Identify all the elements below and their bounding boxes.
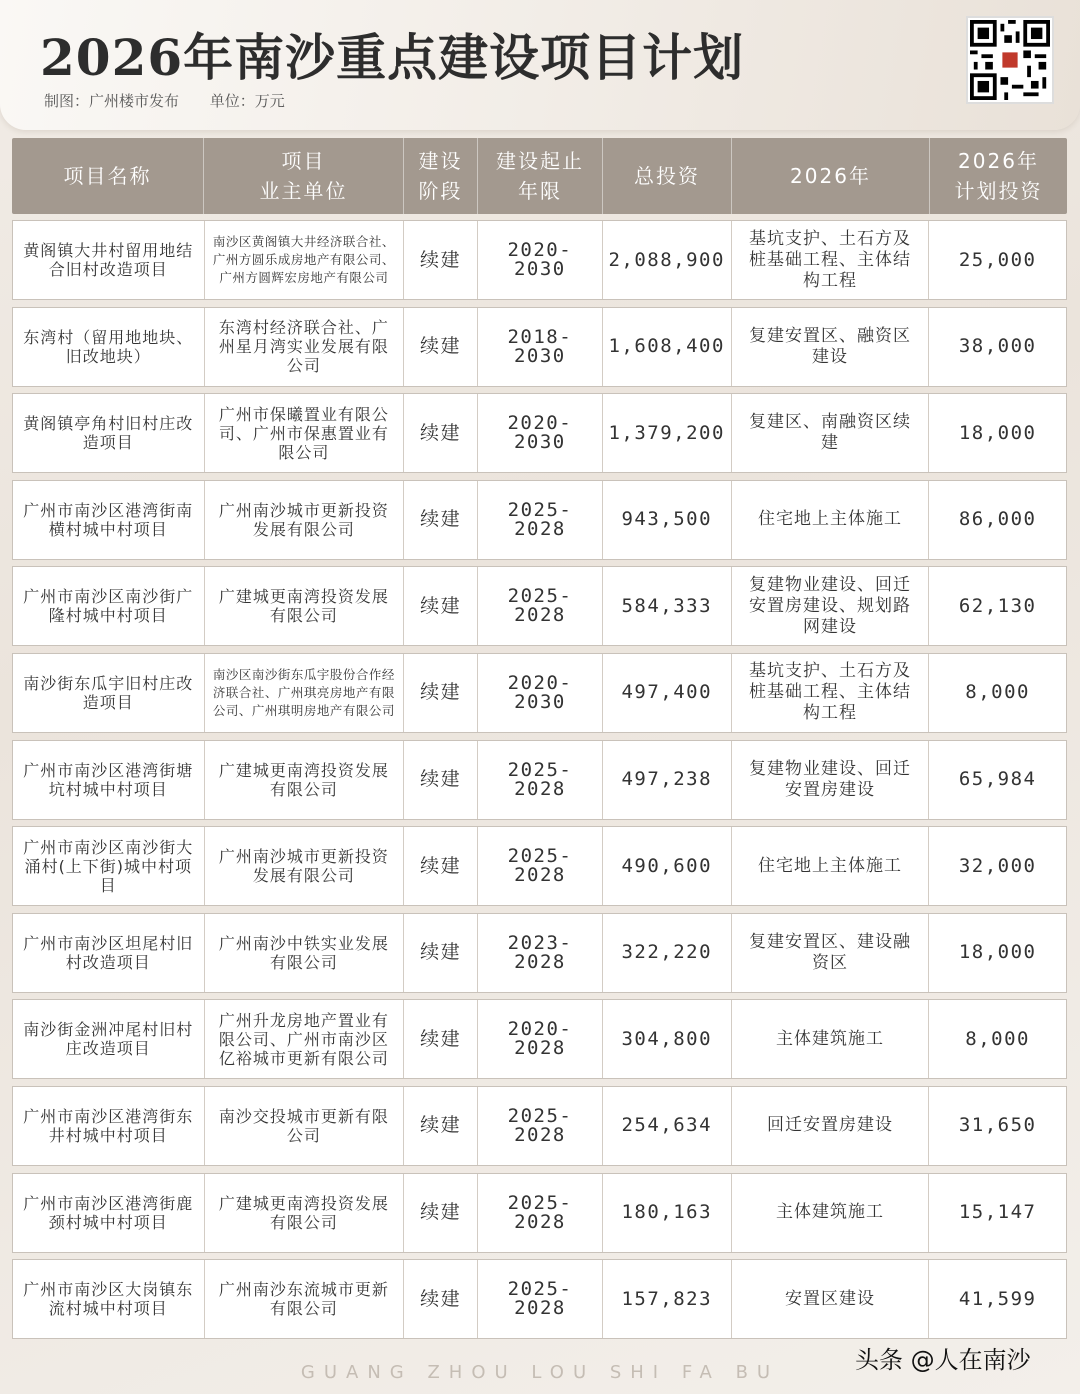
table-row	[12, 220, 1067, 300]
cell-2026-content: 住宅地上主体施工	[732, 481, 930, 559]
credit-text: 制图：广州楼市发布	[44, 92, 180, 110]
cell-total-investment: 1,379,200	[603, 394, 732, 472]
cell-2026-content: 安置区建设	[732, 1260, 930, 1338]
cell-stage: 续建	[404, 481, 478, 559]
cell-stage: 续建	[404, 394, 478, 472]
cell-total-investment: 497,238	[603, 741, 732, 819]
page-title: 2026年南沙重点建设项目计划	[40, 28, 745, 87]
cell-years: 2025-2028	[478, 827, 603, 905]
cell-owner: 广建城更南湾投资发展有限公司	[205, 741, 405, 819]
cell-owner: 南沙区南沙街东瓜宇股份合作经济联合社、广州琪亮房地产有限公司、广州琪明房地产有限公司	[205, 654, 405, 732]
cell-years: 2025-2028	[478, 1260, 603, 1338]
cell-stage: 续建	[404, 654, 478, 732]
cell-owner: 广州南沙中铁实业发展有限公司	[205, 914, 405, 992]
column-header-content: 2026年	[732, 138, 930, 214]
table-row	[12, 480, 1067, 560]
table-row	[12, 307, 1067, 387]
page-header	[0, 0, 1080, 130]
cell-total-investment: 157,823	[603, 1260, 732, 1338]
table-row	[12, 740, 1067, 820]
cell-total-investment: 180,163	[603, 1174, 732, 1252]
cell-years: 2018-2030	[478, 308, 603, 386]
cell-project-name: 广州市南沙区港湾街鹿颈村城中村项目	[13, 1174, 205, 1252]
cell-years: 2025-2028	[478, 481, 603, 559]
cell-2026-plan: 8,000	[965, 1027, 1030, 1050]
cell-project-name: 广州市南沙区南沙街大涌村(上下街)城中村项目	[13, 827, 205, 905]
qr-code-icon[interactable]	[966, 16, 1054, 104]
cell-owner: 广州南沙城市更新投资发展有限公司	[205, 481, 405, 559]
cell-owner: 南沙区黄阁镇大井经济联合社、广州方圆乐成房地产有限公司、广州方圆辉宏房地产有限公司	[205, 221, 405, 299]
table-row	[12, 1086, 1067, 1166]
cell-2026-plan: 18,000	[958, 941, 1037, 964]
cell-stage: 续建	[404, 741, 478, 819]
cell-owner: 南沙交投城市更新有限公司	[205, 1087, 405, 1165]
cell-total-investment: 1,608,400	[603, 308, 732, 386]
cell-2026-plan: 25,000	[958, 248, 1037, 271]
cell-2026-plan: 15,147	[958, 1201, 1037, 1224]
cell-project-name: 黄阁镇大井村留用地结合旧村改造项目	[13, 221, 205, 299]
cell-years: 2025-2028	[478, 741, 603, 819]
table-row	[12, 1259, 1067, 1339]
cell-project-name: 广州市南沙区南沙街广隆村城中村项目	[13, 567, 205, 645]
cell-years: 2020-2028	[478, 1000, 603, 1078]
column-header-name: 项目名称	[12, 138, 204, 214]
project-table	[12, 138, 1067, 1346]
cell-total-investment: 254,634	[603, 1087, 732, 1165]
cell-2026-content: 主体建筑施工	[732, 1000, 930, 1078]
column-header-plan: 2026年 计划投资	[954, 149, 1043, 203]
cell-stage: 续建	[404, 1087, 478, 1165]
cell-stage: 续建	[404, 827, 478, 905]
cell-total-investment: 943,500	[603, 481, 732, 559]
cell-project-name: 广州市南沙区港湾街塘坑村城中村项目	[13, 741, 205, 819]
cell-stage: 续建	[404, 567, 478, 645]
table-row	[12, 393, 1067, 473]
cell-total-investment: 2,088,900	[603, 221, 732, 299]
cell-stage: 续建	[404, 221, 478, 299]
cell-total-investment: 584,333	[603, 567, 732, 645]
cell-owner: 广建城更南湾投资发展有限公司	[205, 567, 405, 645]
cell-project-name: 东湾村（留用地地块、旧改地块）	[13, 308, 205, 386]
cell-stage: 续建	[404, 308, 478, 386]
cell-2026-content: 复建区、南融资区续建	[732, 394, 930, 472]
cell-2026-plan: 38,000	[958, 335, 1037, 358]
cell-project-name: 广州市南沙区大岗镇东流村城中村项目	[13, 1260, 205, 1338]
cell-years: 2020-2030	[478, 221, 603, 299]
cell-2026-plan: 31,650	[958, 1114, 1037, 1137]
column-header-years: 建设起止 年限	[478, 138, 603, 214]
cell-project-name: 广州市南沙区坦尾村旧村改造项目	[13, 914, 205, 992]
cell-years: 2020-2030	[478, 654, 603, 732]
cell-owner: 广州南沙东流城市更新有限公司	[205, 1260, 405, 1338]
table-row	[12, 826, 1067, 906]
cell-stage: 续建	[404, 1260, 478, 1338]
cell-2026-content: 基坑支护、土石方及桩基础工程、主体结构工程	[732, 221, 930, 299]
cell-2026-plan: 86,000	[958, 508, 1037, 531]
cell-owner: 东湾村经济联合社、广州星月湾实业发展有限公司	[205, 308, 405, 386]
cell-owner: 广建城更南湾投资发展有限公司	[205, 1174, 405, 1252]
table-row	[12, 566, 1067, 646]
cell-2026-plan: 65,984	[958, 768, 1037, 791]
cell-2026-content: 复建物业建设、回迁安置房建设	[732, 741, 930, 819]
table-header-row	[12, 138, 1067, 214]
cell-project-name: 黄阁镇亭角村旧村庄改造项目	[13, 394, 205, 472]
cell-years: 2023-2028	[478, 914, 603, 992]
table-row	[12, 913, 1067, 993]
cell-total-investment: 322,220	[603, 914, 732, 992]
cell-years: 2025-2028	[478, 567, 603, 645]
cell-stage: 续建	[404, 1174, 478, 1252]
cell-project-name: 广州市南沙区港湾街南横村城中村项目	[13, 481, 205, 559]
cell-2026-plan: 62,130	[958, 594, 1037, 617]
cell-years: 2025-2028	[478, 1087, 603, 1165]
table-row	[12, 1173, 1067, 1253]
cell-2026-plan: 8,000	[965, 681, 1030, 704]
cell-2026-content: 主体建筑施工	[732, 1174, 930, 1252]
cell-2026-plan: 41,599	[958, 1287, 1037, 1310]
cell-stage: 续建	[404, 1000, 478, 1078]
cell-project-name: 广州市南沙区港湾街东井村城中村项目	[13, 1087, 205, 1165]
cell-2026-content: 复建安置区、融资区建设	[732, 308, 930, 386]
cell-2026-content: 复建物业建设、回迁安置房建设、规划路网建设	[732, 567, 930, 645]
cell-years: 2025-2028	[478, 1174, 603, 1252]
cell-years: 2020-2030	[478, 394, 603, 472]
cell-total-investment: 304,800	[603, 1000, 732, 1078]
unit-text: 单位：万元	[209, 92, 285, 110]
cell-project-name: 南沙街东瓜宇旧村庄改造项目	[13, 654, 205, 732]
watermark-text: 头条 @人在南沙	[855, 1346, 1031, 1374]
cell-2026-content: 复建安置区、建设融资区	[732, 914, 930, 992]
cell-2026-content: 住宅地上主体施工	[732, 827, 930, 905]
cell-stage: 续建	[404, 914, 478, 992]
cell-owner: 广州南沙城市更新投资发展有限公司	[205, 827, 405, 905]
table-row	[12, 653, 1067, 733]
table-body	[12, 220, 1067, 1339]
column-header-owner: 项目 业主单位	[204, 138, 404, 214]
cell-owner: 广州市保曦置业有限公司、广州市保惠置业有限公司	[205, 394, 405, 472]
cell-2026-content: 回迁安置房建设	[732, 1087, 930, 1165]
cell-2026-plan: 32,000	[958, 854, 1037, 877]
cell-project-name: 南沙街金洲冲尾村旧村庄改造项目	[13, 1000, 205, 1078]
table-row	[12, 999, 1067, 1079]
cell-total-investment: 490,600	[603, 827, 732, 905]
cell-owner: 广州升龙房地产置业有限公司、广州市南沙区亿裕城市更新有限公司	[205, 1000, 405, 1078]
cell-2026-content: 基坑支护、土石方及桩基础工程、主体结构工程	[732, 654, 930, 732]
cell-total-investment: 497,400	[603, 654, 732, 732]
column-header-total: 总投资	[603, 138, 732, 214]
footer-brand: GUANG ZHOU LOU SHI FA BU	[300, 1362, 780, 1383]
column-header-stage: 建设 阶段	[404, 138, 478, 214]
subtitle-line	[44, 90, 311, 111]
cell-2026-plan: 18,000	[958, 421, 1037, 444]
